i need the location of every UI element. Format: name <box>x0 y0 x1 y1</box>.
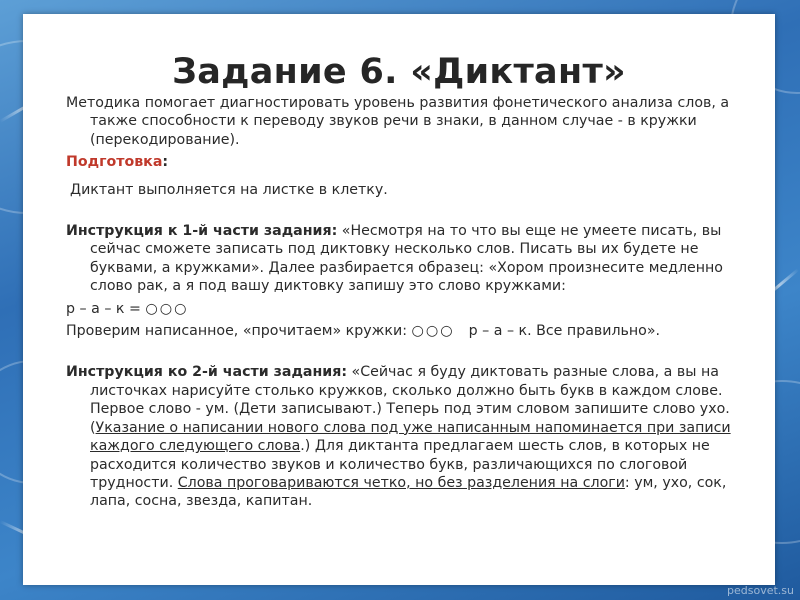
check-tail: р – а – к. Все правильно». <box>468 323 661 340</box>
prep-colon: : <box>162 154 169 171</box>
instruction-2-paragraph <box>66 363 756 510</box>
example-word: р – а – к = <box>66 300 146 317</box>
check-circles: ○○○ <box>411 323 455 340</box>
instruction-1-text: «Несмотря на то что вы еще не умеете писать, вы сейчас сможете записать под диктовку несколько слов. Писать вы их будете не буквами, а кружками». Далее разбирается образец: «Хором произнесите медленно слово рак, а я под вашу диктовку запишу это слово кружками: <box>90 223 723 295</box>
instruction-2-label: Инструкция ко 2-й части задания: <box>66 364 348 381</box>
instruction-1-paragraph <box>66 222 756 296</box>
instruction-2-underline-2: Слова проговариваются четко, но без разделения на слоги <box>177 474 625 491</box>
instruction-2-text-3: : ум, ухо, сок, лапа, сосна, звезда, капитан. <box>90 474 727 510</box>
check-line <box>66 322 756 340</box>
slide-title: Задание 6. «Диктант» <box>172 52 626 92</box>
prep-label: Подготовка <box>66 154 163 171</box>
prep-text: Диктант выполняется на листке в клетку. <box>70 181 388 198</box>
example-line <box>66 300 756 318</box>
watermark: pedsovet.su <box>727 584 794 597</box>
instruction-2-underline-1: Указание о написании нового слова под уже написанным напоминается при записи каждого следующего слова <box>90 419 731 455</box>
intro-paragraph: Методика помогает диагностировать уровень развития фонетического анализа слов, а также способности к переводу звуков речи в знаки, в данном случае - в кружки (перекодирование). <box>66 95 730 148</box>
instruction-2-text-2: .) Для диктанта предлагаем шесть слов, в которых не расходится количество звуков и количество букв, различающихся по слоговой трудности. <box>90 438 710 491</box>
prep-heading <box>66 153 756 171</box>
check-text: Проверим написанное, «прочитаем» кружки: <box>66 323 412 340</box>
instruction-2-text-1: «Сейчас я буду диктовать разные слова, а вы на листочках нарисуйте столько кружков, сколько должно быть букв в каждом слове. Первое слово - ум. (Дети записывают.) Теперь под этим словом запишите слово ухо. ( <box>90 364 730 436</box>
example-circles: ○○○ <box>145 300 189 317</box>
instruction-1-label: Инструкция к 1-й части задания: <box>66 223 338 240</box>
slide-card <box>23 14 775 585</box>
slide-content <box>66 94 756 511</box>
